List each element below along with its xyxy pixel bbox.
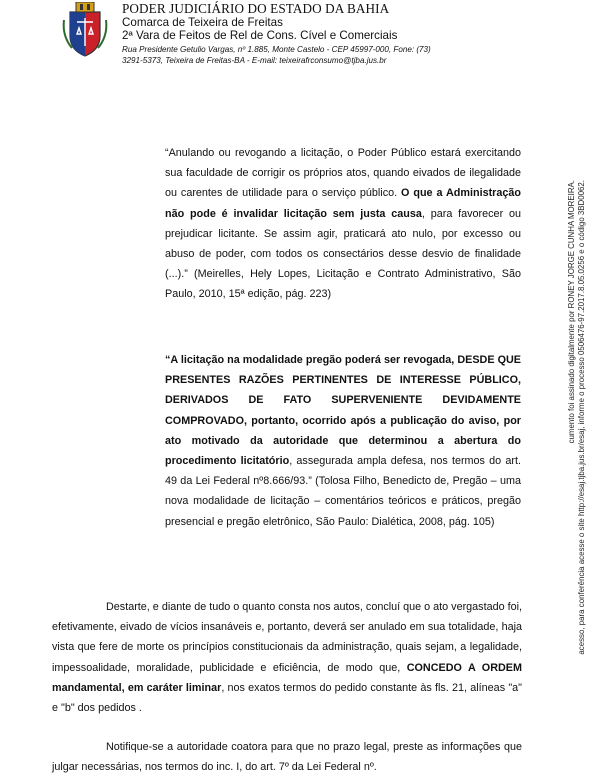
quote2-bold: “A licitação na modalidade pregão poderá ser revogada, DESDE QUE PRESENTES RAZÕES PERTINENTES DE INTERESSE PÚBLICO, DERIVADOS DE FATO SUPERVENIENTE DEVIDAMENTE COMPROVADO, portanto, ocorrido após a publicação do aviso, por ato motivado da autoridade que determinou a abertura do procedimento licitatório <box>165 354 521 468</box>
paragraph-decision <box>52 597 522 718</box>
court-header <box>122 1 452 66</box>
vara: 2ª Vara de Feitos de Rel de Cons. Cível e Comerciais <box>122 29 398 42</box>
quote1-bold: O que a Administração não pode é invalidar licitação sem justa causa <box>165 187 521 220</box>
para2-text: Notifique-se a autoridade coatora para que no prazo legal, preste as informações que julgar necessárias, nos termos do inc. I, do art. 7º da Lei Federal nº. <box>52 741 522 774</box>
quote-meirelles <box>165 143 521 305</box>
court-address: Rua Presidente Getulio Vargas, nº 1.885, Monte Castelo - CEP 45997-000, Fone: (73) 3291-5373, Teixeira de Freitas-BA - E-mail: teixeirafrconsumo@tjba.jus.br <box>122 45 431 65</box>
stamp-line-1: cumento foi assinado digitalmente por RONEY JORGE CUNHA MOREIRA. <box>567 180 576 444</box>
paragraph-notification <box>52 737 522 777</box>
court-name: PODER JUDICIÁRIO DO ESTADO DA BAHIA <box>122 1 390 16</box>
quote-tolosa <box>165 350 521 532</box>
para1-bold: CONCEDO A ORDEM mandamental, em caráter liminar <box>52 661 522 694</box>
digital-signature-stamp <box>555 180 592 768</box>
quote2-text: , assegurada ampla defesa, nos termos do art. 49 da Lei Federal nº8.666/93.” (Tolosa Filho, Benedicto de, Pregão – uma nova modalidade de licitação – comentários teóricos e práticos, pregão presencial e pregão eletrônico, São Paulo: Dialética, 2008, pág. 105) <box>165 455 521 528</box>
quote1-text-b: , para favorecer ou prejudicar licitante. Se assim agir, praticará ato nulo, por excesso ou abuso de poder, com todos os consectários desse desvio de finalidade (...).” (Meirelles, Hely Lopes, Licitação e Contrato Administrativo, São Paulo, 2010, 15ª edição, pág. 223) <box>165 207 522 301</box>
stamp-line-2: acesso, para conferência acesse o site http://esaj.tjba.jus.br/esaj, informe o processo 0506476-97.2017.8.05.0256 e o código 3BD0062. <box>577 180 586 655</box>
para1-text-b: , nos exatos termos do pedido constante às fls. 21, alíneas "a" e "b" dos pedidos . <box>52 681 522 715</box>
comarca: Comarca de Teixeira de Freitas <box>122 16 283 29</box>
quote1-text-a: “Anulando ou revogando a licitação, o Poder Público estará exercitando sua faculdade de corrigir os próprios atos, quando eivados de ilegalidade ou carentes de utilidade para o serviço público. <box>165 147 521 200</box>
para1-text-a: Destarte, e diante de tudo o quanto consta nos autos, concluí que o ato vergastado foi, efetivamente, eivado de vícios insanáveis e, portanto, deverá ser anulado em sua totalidade, haja vista que fere de morte os princípios constitucionais da administração, quais sejam, a legalidade, impessoalidade, moralidade, publicidade e eficiência, de modo que, <box>52 601 522 674</box>
bahia-coat-of-arms-icon <box>62 2 108 58</box>
